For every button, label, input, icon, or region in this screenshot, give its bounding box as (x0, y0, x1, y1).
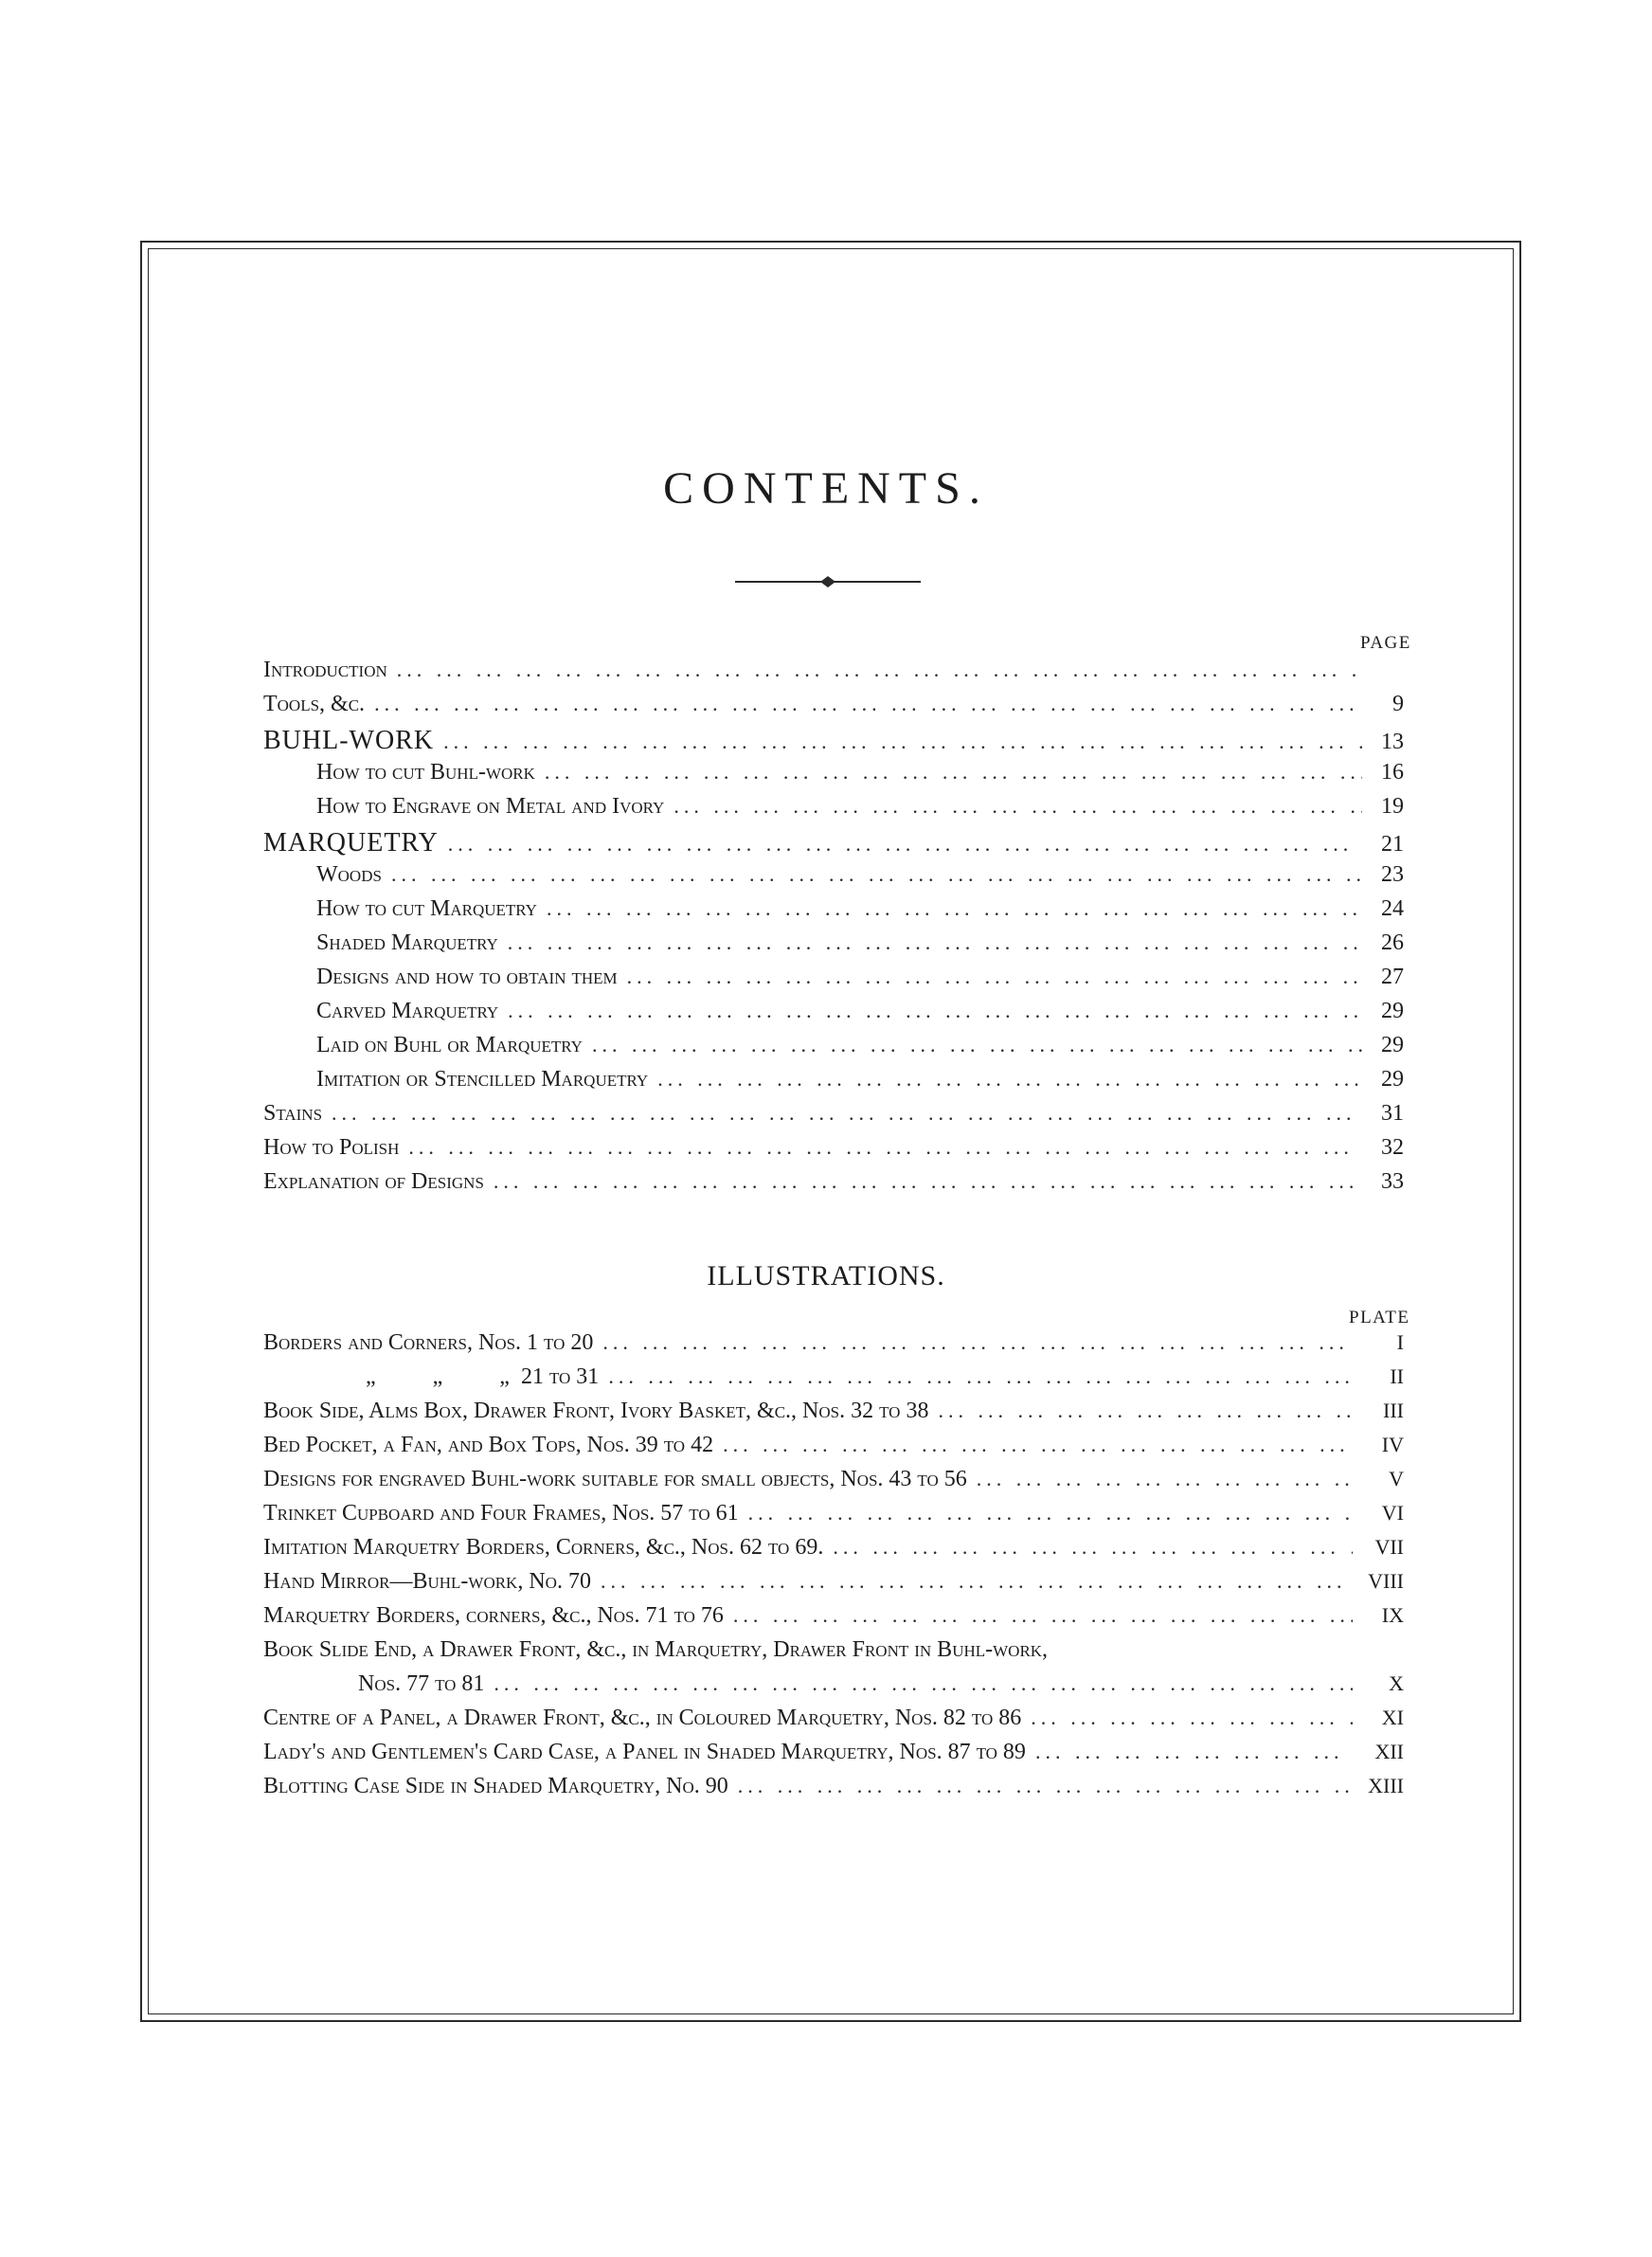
illustration-entry (263, 1399, 1404, 1433)
contents-entry (263, 658, 1404, 692)
entry-page: 13 (1381, 730, 1404, 754)
leader-dots (1035, 1740, 1353, 1764)
entry-label: Borders and Corners, Nos. 1 to 20 (263, 1330, 594, 1355)
contents-entry (263, 794, 1404, 828)
entry-label: „ „ „ 21 to 31 (366, 1364, 600, 1389)
leader-dots (545, 760, 1362, 785)
illustration-entry (263, 1501, 1404, 1535)
leader-dots (723, 1433, 1353, 1457)
entry-plate: X (1389, 1671, 1404, 1695)
entry-plate: III (1383, 1399, 1404, 1422)
leader-dots (733, 1603, 1353, 1628)
leader-dots (627, 965, 1362, 989)
entry-label: Trinket Cupboard and Four Frames, Nos. 57 to 61 (263, 1501, 739, 1526)
contents-entry (263, 828, 1404, 862)
contents-title: CONTENTS. (663, 463, 989, 514)
entry-label: Laid on Buhl or Marquetry (316, 1033, 583, 1057)
entry-label: Carved Marquetry (316, 999, 499, 1023)
illustration-entry (263, 1569, 1404, 1603)
leader-dots (601, 1569, 1353, 1594)
leader-dots (673, 794, 1362, 819)
entry-label: Lady's and Gentlemen's Card Case, a Panel in Shaded Marquetry, Nos. 87 to 89 (263, 1740, 1026, 1764)
illustration-entry (263, 1467, 1404, 1501)
entry-page: 21 (1381, 832, 1404, 857)
contents-entry (263, 896, 1404, 930)
contents-entry (263, 726, 1404, 760)
entry-page: 16 (1381, 760, 1404, 785)
leader-dots (592, 1033, 1362, 1057)
entry-plate: I (1396, 1330, 1404, 1354)
entry-label: Marquetry Borders, corners, &c., Nos. 71 to 76 (263, 1603, 724, 1628)
illustration-entry (263, 1706, 1404, 1740)
entry-label: Designs and how to obtain them (316, 965, 618, 989)
contents-entry (263, 1169, 1404, 1203)
leader-dots (602, 1330, 1353, 1355)
leader-dots (938, 1399, 1353, 1423)
entry-page: 27 (1381, 965, 1404, 989)
entry-page: 31 (1381, 1101, 1404, 1126)
leader-dots (448, 832, 1362, 857)
entry-label: Hand Mirror—Buhl-work, No. 70 (263, 1569, 591, 1594)
leader-dots (391, 862, 1362, 887)
leader-dots (494, 1671, 1353, 1696)
contents-entry (263, 692, 1404, 726)
entry-plate: V (1389, 1467, 1404, 1490)
entry-plate: XIII (1368, 1774, 1404, 1797)
entry-page: 29 (1381, 999, 1404, 1023)
leader-dots (977, 1467, 1353, 1491)
leader-dots (408, 1135, 1362, 1160)
illustration-entry (263, 1740, 1404, 1774)
contents-entry (263, 1067, 1404, 1101)
entry-plate: IX (1381, 1603, 1404, 1627)
leader-dots (374, 692, 1362, 716)
entry-label: Book Side, Alms Box, Drawer Front, Ivory Basket, &c., Nos. 32 to 38 (263, 1399, 929, 1423)
contents-entry (263, 1101, 1404, 1135)
contents-entry (263, 1135, 1404, 1169)
entry-plate: VIII (1368, 1569, 1404, 1593)
illustrations-title: ILLUSTRATIONS. (707, 1260, 945, 1291)
leader-dots (1031, 1706, 1353, 1730)
entry-plate: IV (1381, 1433, 1404, 1456)
entry-label: Bed Pocket, a Fan, and Box Tops, Nos. 39 to 42 (263, 1433, 714, 1457)
illustration-entry (263, 1774, 1404, 1808)
entry-label: How to cut Marquetry (316, 896, 537, 921)
entry-label: Imitation Marquetry Borders, Corners, &c., Nos. 62 to 69. (263, 1535, 824, 1560)
entry-label: Blotting Case Side in Shaded Marquetry, No. 90 (263, 1774, 728, 1798)
leader-dots (494, 1169, 1362, 1194)
entry-label: Shaded Marquetry (316, 930, 498, 955)
illustration-entry (263, 1637, 1404, 1671)
contents-entry (263, 862, 1404, 896)
entry-label: Introduction (263, 658, 387, 682)
leader-dots (332, 1101, 1362, 1126)
illustration-entry (263, 1364, 1404, 1399)
leader-dots (547, 896, 1362, 921)
entry-label: Imitation or Stencilled Marquetry (316, 1067, 649, 1092)
contents-entry (263, 760, 1404, 794)
illustration-entry (263, 1603, 1404, 1637)
entry-page: 19 (1381, 794, 1404, 819)
leader-dots (608, 1364, 1353, 1389)
entry-page: 26 (1381, 930, 1404, 955)
leader-dots (833, 1535, 1353, 1560)
entry-label: How to Engrave on Metal and Ivory (316, 794, 665, 819)
entry-label: Tools, &c. (263, 692, 366, 716)
leader-dots (508, 999, 1362, 1023)
entry-plate: XII (1374, 1740, 1404, 1763)
entry-label: Designs for engraved Buhl-work suitable for small objects, Nos. 43 to 56 (263, 1467, 967, 1491)
illustration-entry (263, 1535, 1404, 1569)
entry-page: 23 (1381, 862, 1404, 887)
leader-dots (508, 930, 1362, 955)
entry-page: 29 (1381, 1033, 1404, 1057)
entry-label: BUHL-WORK (263, 726, 435, 755)
entry-page: 32 (1381, 1135, 1404, 1160)
entry-plate: VII (1374, 1535, 1404, 1559)
entry-label: Stains (263, 1101, 323, 1126)
entry-label: How to cut Buhl-work (316, 760, 535, 785)
entry-label: How to Polish (263, 1135, 400, 1160)
leader-dots (397, 658, 1362, 682)
leader-dots (443, 730, 1362, 754)
entry-label: Centre of a Panel, a Drawer Front, &c., in Coloured Marquetry, Nos. 82 to 86 (263, 1706, 1022, 1730)
entry-label: Book Slide End, a Drawer Front, &c., in Marquetry, Drawer Front in Buhl-work, (263, 1637, 1049, 1662)
leader-dots (657, 1067, 1362, 1092)
entry-plate: VI (1381, 1501, 1404, 1525)
illustration-entry (263, 1330, 1404, 1364)
contents-entry (263, 930, 1404, 965)
leader-dots (748, 1501, 1353, 1526)
entry-page: 33 (1381, 1169, 1404, 1194)
leader-dots (738, 1774, 1353, 1798)
entry-page: 9 (1392, 692, 1404, 716)
divider-ornament-icon (735, 572, 921, 591)
contents-entry (263, 999, 1404, 1033)
entry-label: Woods (316, 862, 382, 887)
entry-label: MARQUETRY (263, 828, 439, 858)
entry-page: 24 (1381, 896, 1404, 921)
page-column-header: PAGE (1360, 633, 1411, 653)
entry-plate: XI (1381, 1706, 1404, 1729)
contents-entry (263, 1033, 1404, 1067)
entry-label: Explanation of Designs (263, 1169, 484, 1194)
illustration-entry-continued (263, 1671, 1404, 1706)
plate-column-header: PLATE (1349, 1308, 1410, 1327)
entry-page: 29 (1381, 1067, 1404, 1092)
illustration-entry (263, 1433, 1404, 1467)
contents-entry (263, 965, 1404, 999)
entry-label: Nos. 77 to 81 (358, 1671, 485, 1696)
entry-plate: II (1390, 1364, 1404, 1388)
